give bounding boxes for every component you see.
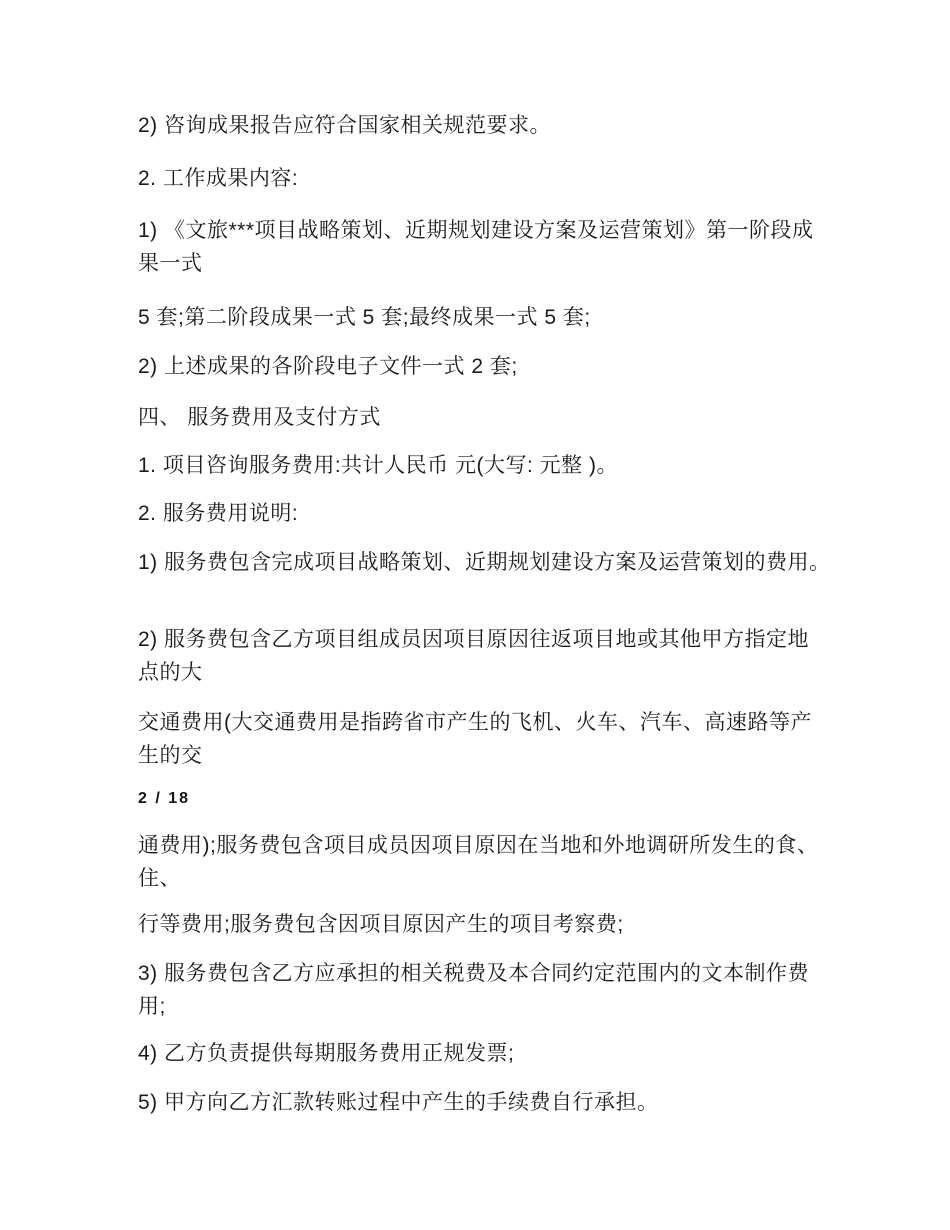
doc-line: 2) 上述成果的各阶段电子文件一式 2 套;: [138, 355, 518, 378]
doc-line: 1. 项目咨询服务费用:共计人民币 元(大写: 元整 )。: [138, 454, 619, 477]
doc-line: 2) 服务费包含乙方项目组成员因项目原因往返项目地或其他甲方指定地: [138, 628, 810, 651]
doc-line: 5 套;第二阶段成果一式 5 套;最终成果一式 5 套;: [138, 306, 591, 329]
doc-line: 5) 甲方向乙方汇款转账过程中产生的手续费自行承担。: [138, 1091, 659, 1114]
doc-line: 1) 服务费包含完成项目战略策划、近期规划建设方案及运营策划的费用。: [138, 551, 831, 574]
section-heading-fees: 四、 服务费用及支付方式: [138, 406, 381, 429]
doc-line: 行等费用;服务费包含因项目原因产生的项目考察费;: [138, 913, 624, 936]
doc-line: 通费用);服务费包含项目成员因项目原因在当地和外地调研所发生的食、: [138, 834, 819, 857]
doc-line: 3) 服务费包含乙方应承担的相关税费及本合同约定范围内的文本制作费: [138, 962, 810, 985]
doc-line: 4) 乙方负责提供每期服务费用正规发票;: [138, 1042, 515, 1065]
doc-line: 果一式: [138, 252, 203, 275]
doc-line: 住、: [138, 867, 181, 890]
doc-line: 2. 服务费用说明:: [138, 502, 299, 525]
doc-line: 生的交: [138, 744, 203, 767]
doc-line: 用;: [138, 995, 166, 1018]
doc-line: 1) 《文旅***项目战略策划、近期规划建设方案及运营策划》第一阶段成: [138, 219, 814, 242]
doc-line: 2) 咨询成果报告应符合国家相关规范要求。: [138, 114, 552, 137]
doc-line: 交通费用(大交通费用是指跨省市产生的飞机、火车、汽车、高速路等产: [138, 711, 812, 734]
doc-line: 点的大: [138, 661, 203, 684]
page-indicator: 2 / 18: [138, 790, 191, 807]
doc-line: 2. 工作成果内容:: [138, 167, 299, 190]
